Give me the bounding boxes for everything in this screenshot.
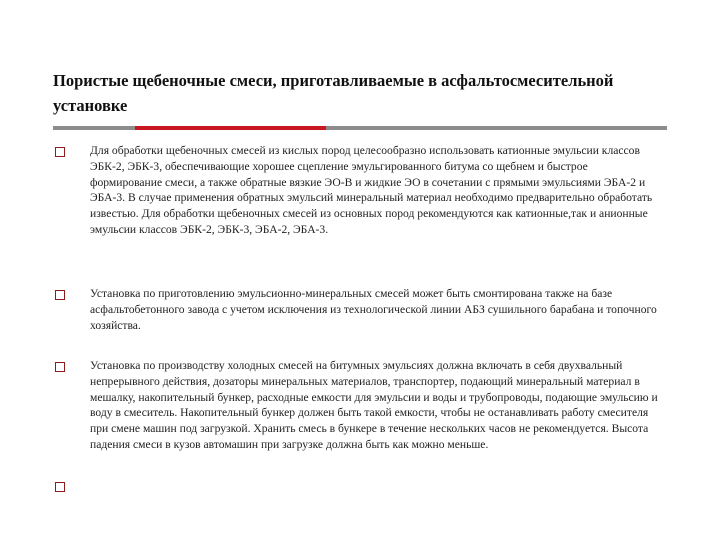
list-item-text: Для обработки щебеночных смесей из кислых пород целесообразно использовать катионные эмульсии классов ЭБК-2, ЭБК-3, обеспечивающие хорошее сцепление эмульгированного битума со щебнем и быстрое формирование смеси, а также обратные вязкие ЭО-В и жидкие ЭО в сочетании с прямыми эмульсиями ЭБА-2 и ЭБА-3. В случае применения обратных эмульсий минеральный материал необходимо предварительно обработать известью. Для обработки щебеночных смесей из основных пород рекомендуются как катионные,так и анионные эмульсии классов ЭБК-2, ЭБК-3, ЭБА-2, ЭБА-3. — [90, 144, 653, 236]
square-bullet-icon — [55, 362, 65, 372]
square-bullet-icon — [55, 482, 65, 492]
slide-title: Пористые щебеночные смеси, приготавливаемые в асфальтосмесительной установке — [53, 71, 614, 115]
list-item-text: Установка по производству холодных смесей на битумных эмульсиях должна включать в себя двухвальный непрерывного действия, дозаторы минеральных материалов, транспортер, подающий минеральный материал в мешалку, накопительный бункер, расходные емкости для эмульсии и воды и трубопроводы, подающие эмульсию и воду в смеситель. Накопительный бункер должен быть такой емкости, чтобы не останавливать работу смесителя при смене машин под загрузкой. Хранить смесь в бункере в течение нескольких часов не рекомендуется. Высота падения смеси в кузов автомашин при загрузке должна быть как можно меньше. — [90, 359, 658, 451]
list-item-text: Установка по приготовлению эмульсионно-минеральных смесей может быть смонтирована также на базе асфальтобетонного завода с учетом исключения из технологической линии АБЗ сушильного барабана и топочного хозяйства. — [90, 287, 657, 332]
square-bullet-icon — [55, 147, 65, 157]
square-bullet-icon — [55, 290, 65, 300]
